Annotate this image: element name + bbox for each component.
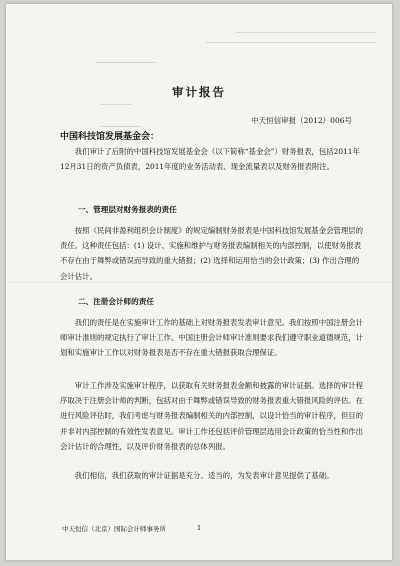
- auditor-responsibility-paragraph: 我们的责任是在实施审计工作的基础上对财务报表发表审计意见。我们按照中国注册会计师审计准则的规定执行了审计工作。中国注册会计师审计准则要求我们遵守职业道德规范，计划和实施审计工作以对财务报表是否不存在重大错报获取合理保证。: [60, 318, 364, 358]
- section-heading-auditor: 二、注册会计师的责任: [78, 297, 154, 306]
- audit-procedures-paragraph: 审计工作涉及实施审计程序，以获取有关财务报表金额和披露的审计证据。选择的审计程序取决于注册会计师的判断，包括对由于舞弊或错误导致的财务报表重大错报风险的评估。在进行风险评估时，我们考虑与财务报表编制相关的内部控制，以设计恰当的审计程序，但目的并非对内部控制的有效性发表意见。审计工作还包括评价管理层选用会计政策的恰当性和作出会计估计的合理性，以及评价财务报表的总体列报。: [60, 381, 364, 451]
- management-responsibility-paragraph: 按照《民间非盈利组织会计制度》的规定编制财务报表是中国科技馆发展基金会管理层的责任。这种责任包括：(1) 设计、实施和维护与财务报表编制相关的内部控制，以使财务报表不存在由于舞弊或错误而导致的重大错报；(2) 选择和运用恰当的会计政策；(3) 作出合理的会计估计。: [60, 226, 364, 281]
- section-heading-management: 一、管理层对财务报表的责任: [78, 205, 177, 214]
- bleed-through-line: [101, 126, 141, 127]
- bleed-through-line: [236, 32, 376, 33]
- footer-firm-name: 中天恒信（北京）国际会计师事务所: [62, 525, 166, 533]
- report-title: 审计报告: [172, 85, 226, 99]
- report-reference-number: 中天恒信审报（2012）006号: [251, 116, 352, 125]
- audit-evidence-paragraph: 我们相信，我们获取的审计证据是充分、适当的，为发表审计意见提供了基础。: [74, 471, 334, 480]
- bleed-through-line: [96, 62, 156, 63]
- addressee: 中国科技馆发展基金会：: [60, 132, 160, 142]
- bleed-through-line: [206, 42, 376, 43]
- document-page: [6, 4, 392, 560]
- page-number: 1: [197, 524, 202, 532]
- intro-paragraph: 我们审计了后附的中国科技馆发展基金会（以下简称“基金会”）财务报表，包括2011年12月31日的资产负债表，2011年度的业务活动表、现金流量表以及财务报表附注。: [60, 147, 360, 172]
- bleed-through-line: [101, 104, 131, 105]
